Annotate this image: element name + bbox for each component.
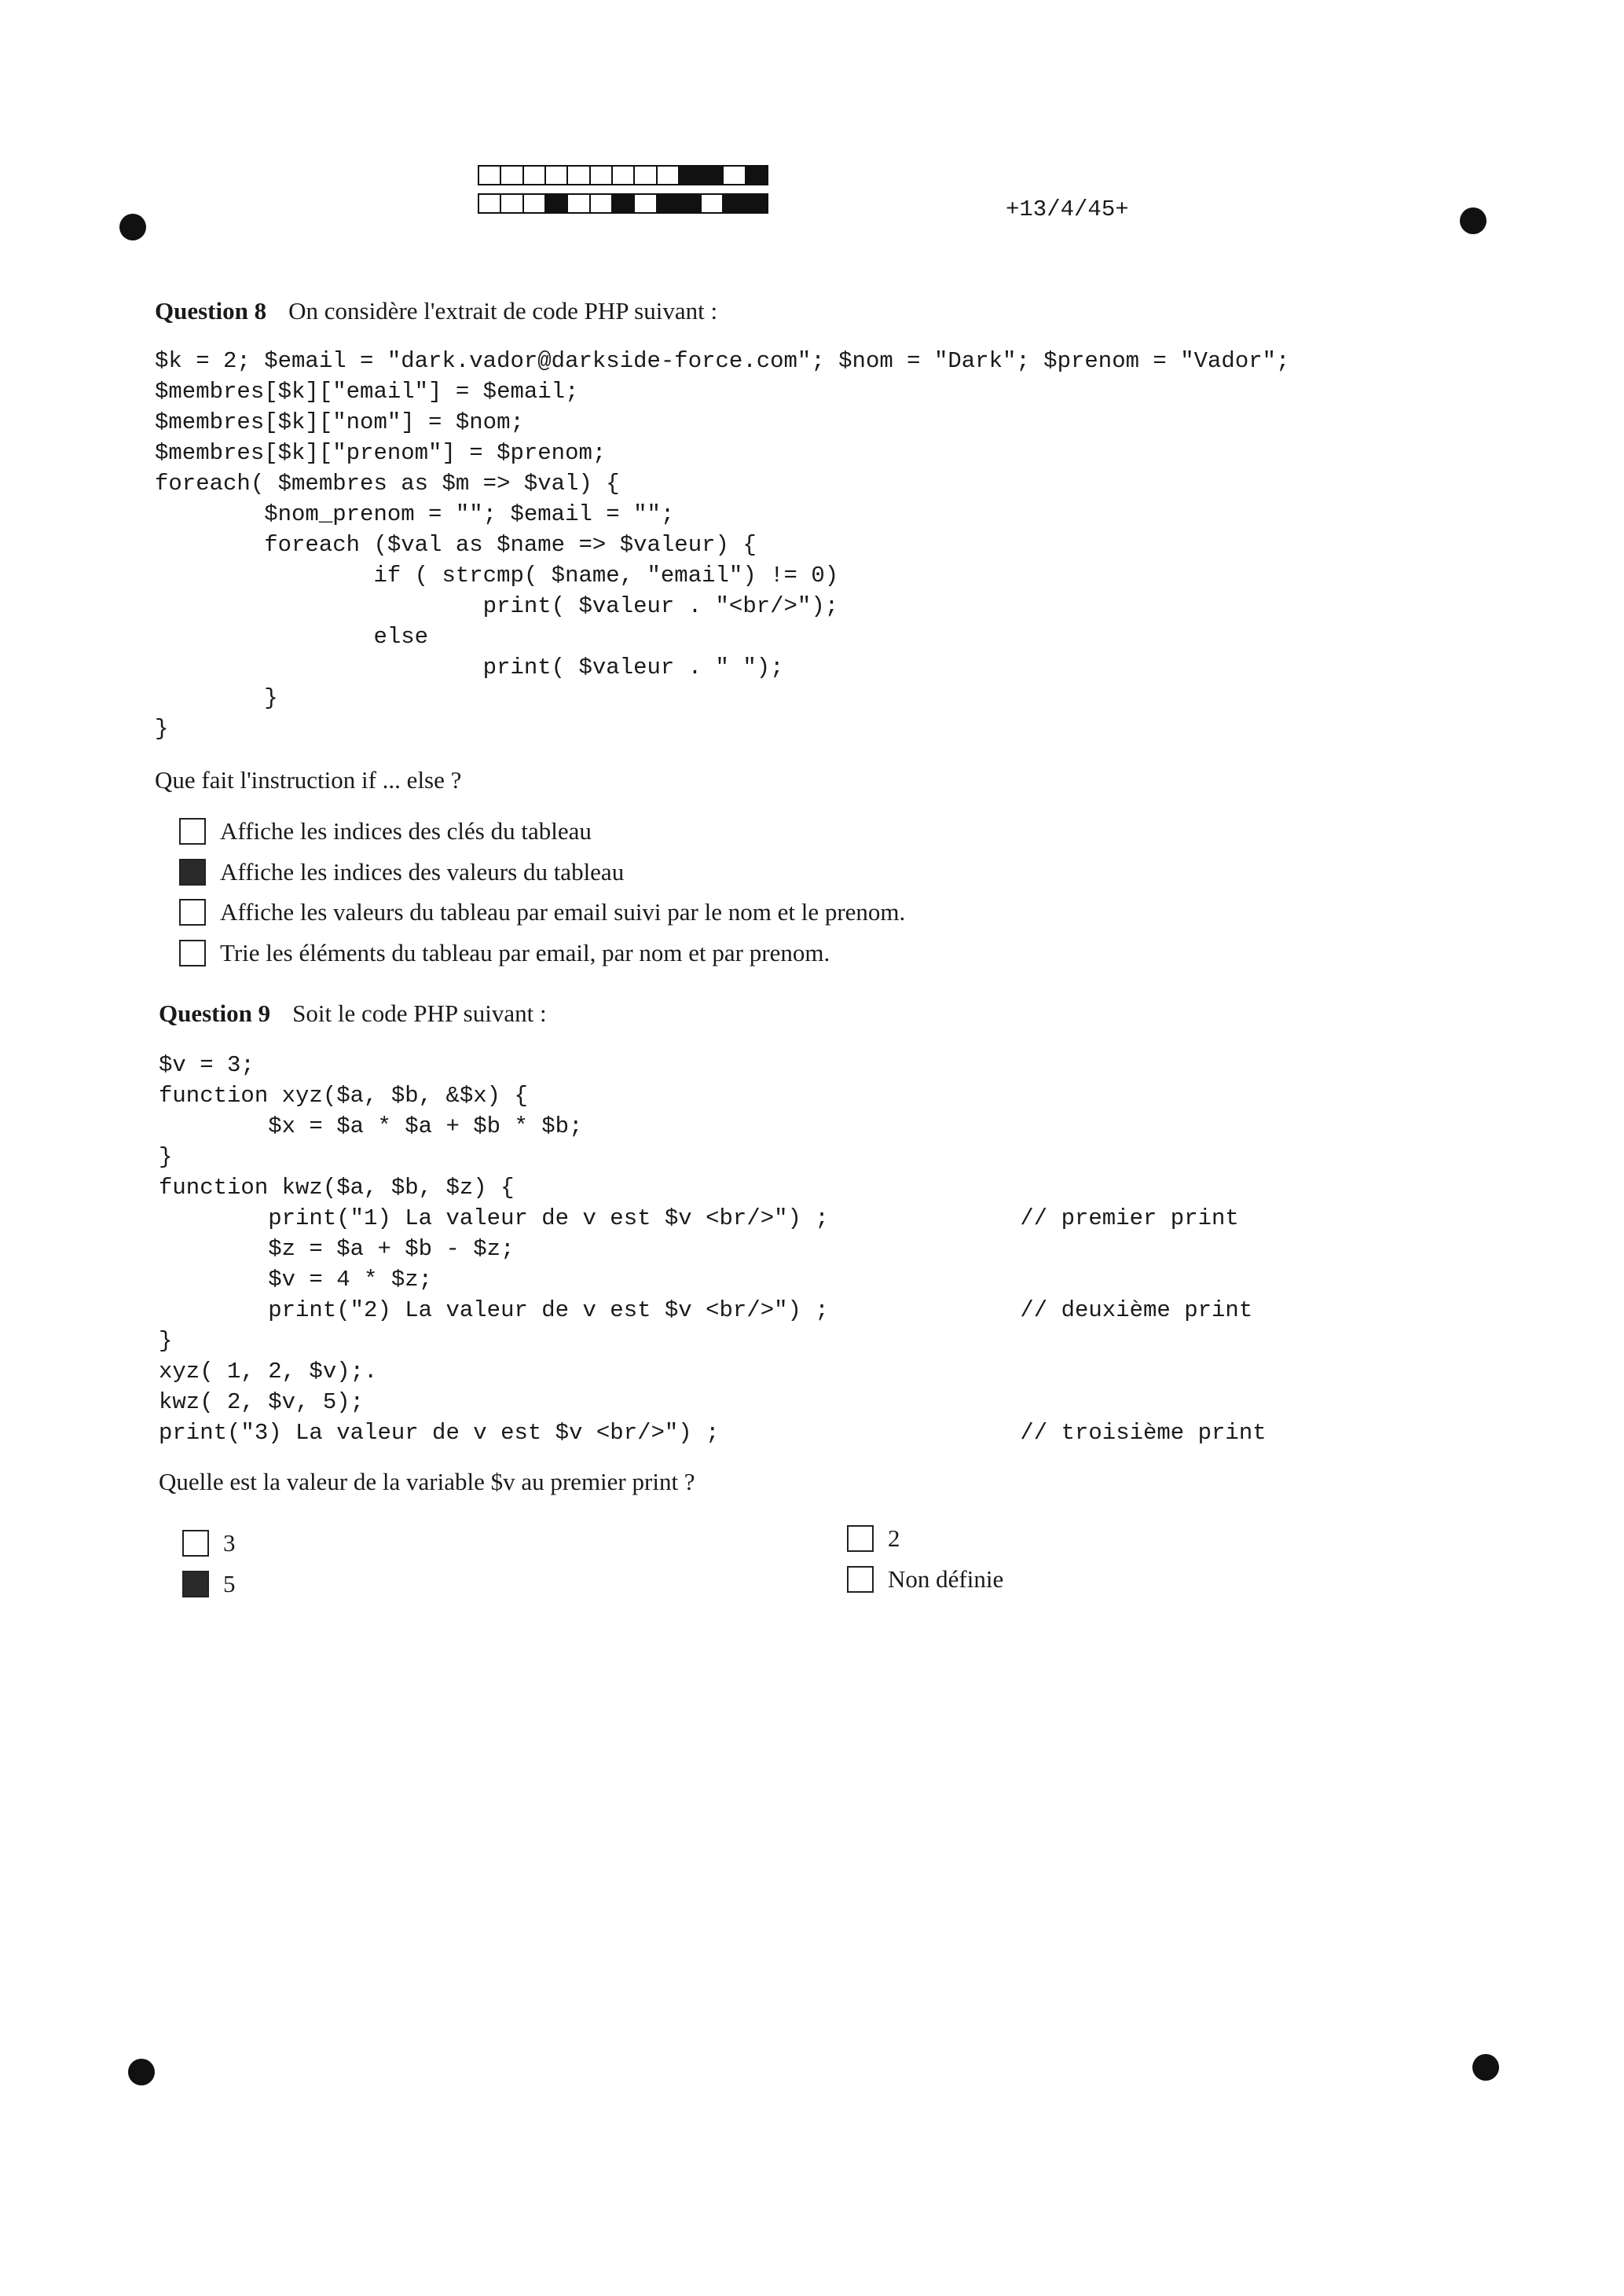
code-block: $k = 2; $email = "dark.vador@darkside-force.com"; $nom = "Dark"; $prenom = "Vador"; $membres[$k]["email"] = $email; $membres[$k]["nom"] = $nom; $membres[$k]["prenom"] = $prenom; foreach( $membres as $m => $val) { $nom_prenom = ""; $email = ""; foreach ($val as $name => $valeur) { if ( strcmp( $name, "email") != 0) print( $valeur . "<br/>"); else print( $valeur . " "); } } [155,348,1290,742]
barcode-row-2 [478,193,768,214]
option-label: Affiche les valeurs du tableau par email suivi par le nom et le prenom. [220,898,906,926]
checkbox[interactable] [179,818,206,845]
question-intro: On considère l'extrait de code PHP suivant : [288,297,718,325]
barcode-cell [501,195,523,212]
option-label: 5 [223,1570,236,1597]
page-id: +13/4/45+ [1006,196,1129,222]
registration-mark [1460,207,1487,234]
option-label: Trie les éléments du tableau par email, par nom et par prenom. [220,939,830,966]
answer-option[interactable] [179,858,624,886]
barcode-cell [680,195,702,212]
barcode-cell [479,195,501,212]
barcode-cell [613,167,635,184]
barcode-cell [635,195,657,212]
barcode-cell [746,167,767,184]
barcode-cell [724,195,746,212]
barcode-cell [591,195,613,212]
option-label: Affiche les indices des clés du tableau [220,817,592,845]
question-prompt: Que fait l'instruction if ... else ? [155,766,462,794]
barcode-cell [702,195,724,212]
checkbox[interactable] [182,1530,209,1557]
barcode-row-1 [478,165,768,185]
option-label: 2 [888,1524,900,1552]
barcode-cell [680,167,702,184]
question-intro: Soit le code PHP suivant : [292,999,547,1027]
barcode-cell [613,195,635,212]
answer-option[interactable] [847,1565,1003,1594]
barcode-cell [591,167,613,184]
barcode-cell [479,167,501,184]
question-8-header [155,297,717,325]
checkbox[interactable] [179,899,206,926]
question-number: Question 9 [159,999,271,1027]
option-label: Non définie [888,1565,1004,1593]
code-block: $v = 3; function xyz($a, $b, &$x) { $x = $a * $a + $b * $b; } function kwz($a, $b, $z) { print("1) La valeur de v est $v <br/>") ; // premier print $z = $a + $b - $z; $v = 4 * $z; print("2) La valeur de v est $v <br/>") ; // deuxième print } xyz( 1, 2, $v);. kwz( 2, $v, 5); print("3) La valeur de v est $v <br/>") ; // troisième print [159,1052,1267,1446]
barcode-cell [702,167,724,184]
answer-option[interactable] [182,1529,236,1557]
option-label: Affiche les indices des valeurs du tableau [220,858,625,886]
answer-option[interactable] [179,817,592,845]
barcode-cell [524,195,546,212]
registration-mark [119,214,146,240]
question-9-header [159,999,547,1028]
answer-option[interactable] [847,1524,900,1553]
checkbox[interactable] [847,1566,874,1593]
barcode-cell [635,167,657,184]
checkbox[interactable] [182,1571,209,1597]
checkbox[interactable] [179,940,206,966]
barcode-cell [501,167,523,184]
registration-mark [1472,2054,1499,2081]
barcode-cell [568,195,590,212]
registration-mark [128,2059,155,2085]
answer-option[interactable] [179,939,830,967]
answer-option[interactable] [179,898,905,926]
checkbox[interactable] [847,1525,874,1552]
option-label: 3 [223,1529,236,1557]
question-prompt: Quelle est la valeur de la variable $v au premier print ? [159,1468,695,1495]
barcode-cell [546,195,568,212]
barcode-cell [658,167,680,184]
barcode-cell [568,167,590,184]
answer-option[interactable] [182,1570,236,1598]
barcode-cell [546,167,568,184]
checkbox[interactable] [179,859,206,886]
barcode-cell [658,195,680,212]
barcode-cell [524,167,546,184]
question-number: Question 8 [155,297,267,325]
barcode-cell [746,195,767,212]
barcode-cell [724,167,746,184]
